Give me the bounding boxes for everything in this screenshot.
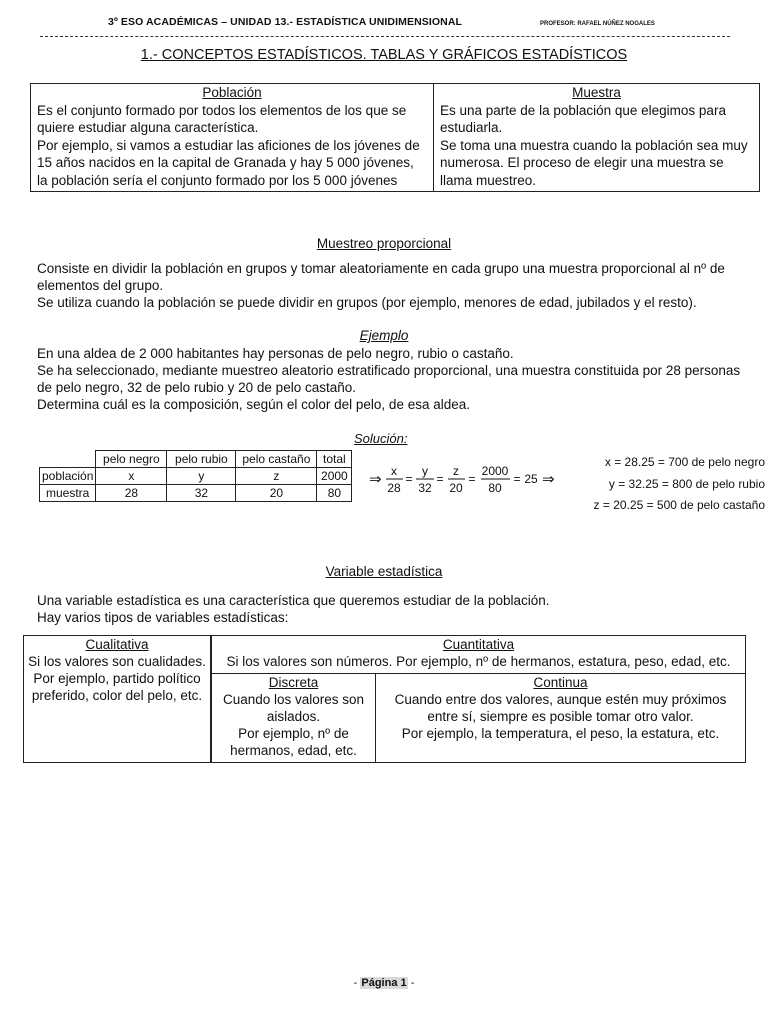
equals-sign: =	[513, 472, 521, 486]
continua-heading: Continua	[533, 675, 588, 690]
table-header: pelo negro	[96, 451, 167, 468]
table-row	[40, 451, 352, 468]
cualitativa-example: Por ejemplo, partido político preferido, color del pelo, etc.	[31, 671, 203, 703]
discreta-definition: Cuando los valores son aislados.	[222, 692, 365, 724]
poblacion-cell	[31, 84, 434, 192]
table-row	[40, 468, 352, 485]
fraction-numerator: x	[391, 464, 397, 478]
variable-types-intro: Hay varios tipos de variables estadísticas:	[37, 610, 289, 625]
cuantitativa-cell	[211, 636, 746, 674]
table-row	[40, 485, 352, 502]
proportion-constant: 25	[524, 472, 538, 486]
table-cell: y	[167, 468, 236, 485]
table-cell: 32	[167, 485, 236, 502]
variable-definition: Una variable estadística es una característica que queremos estudiar de la población.	[37, 593, 550, 608]
table-cell: 20	[236, 485, 317, 502]
header-teacher: PROFESOR: RAFAEL NÚÑEZ NOGALES	[540, 21, 655, 27]
table-cell: 28	[96, 485, 167, 502]
solucion-label: Solución:	[354, 431, 408, 446]
discreta-example: Por ejemplo, nº de hermanos, edad, etc.	[230, 726, 357, 758]
muestreo-definition: Consiste en dividir la población en grupos y tomar aleatoriamente en cada grupo una muestra proporcional al nº de elementos del grupo.	[37, 261, 725, 293]
fraction-numerator: z	[453, 464, 459, 478]
muestra-definition: Es una parte de la población que elegimos para estudiarla.	[440, 102, 726, 135]
footer-dash-left: -	[353, 977, 358, 989]
variable-types-table	[23, 635, 746, 763]
fraction-numerator: 2000	[481, 464, 509, 478]
table-header: pelo rubio	[167, 451, 236, 468]
page-footer	[0, 977, 768, 989]
table-cell: 2000	[317, 468, 352, 485]
fraction-denominator: 28	[387, 481, 401, 495]
results-list	[560, 452, 765, 517]
equals-sign: =	[468, 472, 476, 486]
continua-cell	[376, 674, 746, 763]
footer-dash-right: -	[410, 977, 415, 989]
cualitativa-definition: Si los valores son cualidades.	[28, 654, 206, 669]
cualitativa-heading: Cualitativa	[85, 637, 149, 652]
poblacion-definition: Es el conjunto formado por todos los elementos de los que se quiere estudiar alguna característica.	[37, 102, 407, 135]
implies-arrow-icon: ⇒	[542, 471, 555, 488]
poblacion-heading: Población	[202, 85, 262, 100]
muestreo-title: Muestreo proporcional	[316, 236, 452, 251]
table-cell: muestra	[40, 485, 96, 502]
equals-sign: =	[436, 472, 444, 486]
discreta-heading: Discreta	[268, 675, 319, 690]
result-pelo-castano: z = 20.25 = 500 de pelo castaño	[593, 498, 765, 512]
muestra-explanation: Se toma una muestra cuando la población sea muy numerosa. El proceso de elegir una muestra se llama muestreo.	[440, 137, 748, 188]
ejemplo-label: Ejemplo	[359, 328, 409, 343]
cuantitativa-heading: Cuantitativa	[442, 637, 515, 652]
page-number: Página 1	[361, 977, 407, 989]
table-cell: z	[236, 468, 317, 485]
table-header: total	[317, 451, 352, 468]
fraction-numerator: y	[422, 464, 428, 478]
fraction-denominator: 80	[488, 481, 502, 495]
implies-arrow-icon: ⇒	[369, 471, 382, 488]
header-course-unit: 3º ESO ACADÉMICAS – UNIDAD 13.- ESTADÍSTICA UNIDIMENSIONAL	[108, 16, 463, 28]
table-cell: población	[40, 468, 96, 485]
continua-example: Por ejemplo, la temperatura, el peso, la estatura, etc.	[401, 726, 720, 741]
fraction-denominator: 32	[418, 481, 432, 495]
result-pelo-negro: x = 28.25 = 700 de pelo negro	[604, 455, 765, 469]
table-header: pelo castaño	[236, 451, 317, 468]
cualitativa-cell	[24, 636, 212, 763]
ejemplo-line-2: Se ha seleccionado, mediante muestreo aleatorio estratificado proporcional, una muestra constituida por 28 personas de pelo negro, 32 de pelo rubio y 20 de pelo castaño.	[37, 363, 741, 395]
continua-definition: Cuando entre dos valores, aunque estén muy próximos entre sí, siempre es posible tomar otro valor.	[394, 692, 727, 724]
header-divider	[40, 36, 730, 37]
table-cell: 80	[317, 485, 352, 502]
proportion-formula	[369, 460, 559, 500]
poblacion-muestra-table	[30, 83, 760, 192]
variable-title: Variable estadística	[325, 564, 443, 579]
poblacion-example: Por ejemplo, si vamos a estudiar las aficiones de los jóvenes de 15 años nacidos en la capital de Granada y hay 5 000 jóvenes, la población sería el conjunto formado por los 5 000 jóvenes	[37, 137, 420, 188]
muestra-cell	[434, 84, 760, 192]
muestreo-usage: Se utiliza cuando la población se puede dividir en grupos (por ejemplo, menores de edad, jubilados y el resto).	[37, 295, 697, 310]
table-cell: x	[96, 468, 167, 485]
muestra-heading: Muestra	[572, 85, 621, 100]
equals-sign: =	[405, 472, 413, 486]
ejemplo-line-1: En una aldea de 2 000 habitantes hay personas de pelo negro, rubio o castaño.	[37, 346, 514, 361]
discreta-cell	[211, 674, 376, 763]
ejemplo-question: Determina cuál es la composición, según el color del pelo, de esa aldea.	[37, 397, 471, 412]
solution-table	[39, 450, 352, 502]
fraction-denominator: 20	[449, 481, 463, 495]
cuantitativa-definition: Si los valores son números. Por ejemplo, nº de hermanos, estatura, peso, edad, etc.	[226, 654, 731, 669]
page-title: 1.- CONCEPTOS ESTADÍSTICOS. TABLAS Y GRÁFICOS ESTADÍSTICOS	[140, 47, 628, 63]
result-pelo-rubio: y = 32.25 = 800 de pelo rubio	[608, 476, 765, 491]
table-header-empty	[40, 451, 96, 468]
